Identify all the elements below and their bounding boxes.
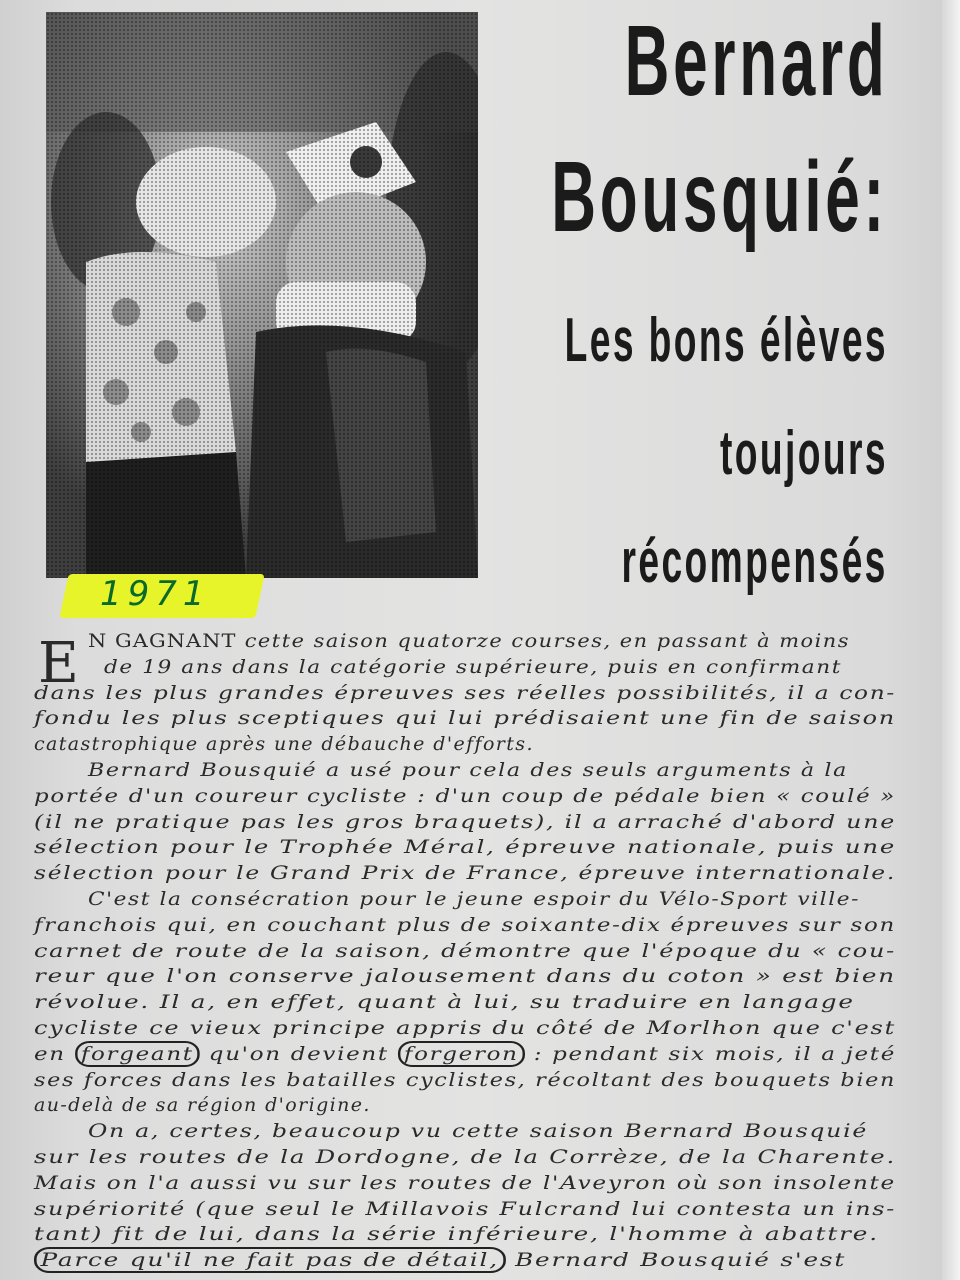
line-text: Bernard Bousquié a usé pour cela des seuls arguments à la [88, 759, 848, 781]
line-text: sélection pour le Grand Prix de France, épreuve internationale. [34, 862, 896, 885]
headline-subtitle-1: Les bons élèves [564, 306, 888, 375]
article-line [34, 914, 896, 936]
article-line [88, 630, 850, 652]
article-line [34, 785, 896, 807]
line-text: (il ne pratique pas les gros braquets), il a arraché d'abord une [34, 810, 896, 833]
line-text: catastrophique après une débauche d'efforts. [34, 733, 534, 756]
line-text: tant) fit de lui, dans la série inférieure, l'homme à abattre. [34, 1223, 879, 1246]
line-text: C'est la consécration pour le jeune espoir du Vélo-Sport ville- [88, 888, 860, 910]
headline-subtitle-2: toujours [720, 419, 888, 488]
article-line [34, 1094, 371, 1116]
line-text: Bernard Bousquié s'est [505, 1249, 847, 1272]
line-text: ses forces dans les batailles cyclistes, récoltant des bouquets bien [34, 1068, 896, 1091]
article-line [34, 1223, 879, 1245]
article-line [88, 759, 848, 781]
line-text: portée d'un coureur cycliste : d'un coup de pédale bien « coulé » [34, 784, 896, 807]
article-line [34, 940, 896, 962]
article-line [34, 707, 896, 729]
circled-word: forgeant [75, 1041, 200, 1067]
cyclist-photo [46, 12, 478, 578]
handwritten-year: 1971 [100, 574, 211, 614]
line-text: en [34, 1042, 75, 1065]
line-text: révolue. Il a, en effet, quant à lui, su traduire en langage [34, 991, 855, 1014]
article-line [34, 1172, 896, 1194]
headline-name-first: Bernard [624, 5, 888, 117]
article-line [34, 991, 855, 1013]
headline-name-last: Bousquié: [551, 141, 888, 253]
lead-in: N GAGNANT [88, 630, 237, 652]
article-line [34, 811, 896, 833]
drop-cap: E [38, 631, 79, 696]
line-text: franchois qui, en couchant plus de soixante-dix épreuves sur son [34, 913, 896, 936]
page-edge [942, 0, 960, 1280]
article-line [34, 1198, 896, 1220]
line-text: qu'on devient [199, 1042, 398, 1065]
article-line [34, 1017, 896, 1039]
article-line [34, 682, 896, 704]
photo-image [46, 12, 478, 578]
article-line [34, 1146, 896, 1168]
line-text: cycliste ce vieux principe appris du côté de Morlhon que c'est [34, 1017, 896, 1039]
article-line [34, 965, 896, 987]
circled-word: forgeron [398, 1041, 525, 1067]
line-text: Mais on l'a aussi vu sur les routes de l'Aveyron où son insolente [34, 1171, 896, 1194]
article-line [34, 1043, 896, 1065]
article-line [34, 733, 534, 755]
line-text: cette saison quatorze courses, en passant à moins [236, 630, 850, 652]
line-text: de 19 ans dans la catégorie supérieure, puis en confirmant [104, 655, 843, 678]
article-line [88, 1120, 868, 1142]
line-text: supériorité (que seul le Millavois Fulcrand lui contesta un ins- [34, 1197, 897, 1220]
line-text: fondu les plus sceptiques qui lui prédisaient une fin de saison [34, 707, 896, 730]
circled-phrase: Parce qu'il ne fait pas de détail, [34, 1247, 505, 1273]
line-text: sur les routes de la Dordogne, de la Corrèze, de la Charente. [34, 1146, 896, 1168]
line-text: carnet de route de la saison, démontre que l'époque du « cou- [34, 939, 896, 962]
article-line [104, 656, 842, 678]
headline-subtitle-3: récompensés [621, 527, 888, 596]
article-line [34, 862, 896, 884]
line-text: au-delà de sa région d'origine. [34, 1094, 371, 1117]
article-line [34, 1249, 846, 1271]
line-text: sélection pour le Trophée Méral, épreuve nationale, puis une [34, 836, 896, 859]
article-line [34, 836, 896, 858]
line-text: reur que l'on conserve jalousement dans du coton » est bien [34, 965, 897, 988]
line-text: : pendant six mois, il a jeté [524, 1042, 896, 1065]
article-line [34, 1069, 896, 1091]
line-text: dans les plus grandes épreuves ses réelles possibilités, il a con- [34, 681, 896, 704]
line-text: On a, certes, beaucoup vu cette saison Bernard Bousquié [88, 1120, 868, 1143]
article-line [88, 888, 860, 910]
